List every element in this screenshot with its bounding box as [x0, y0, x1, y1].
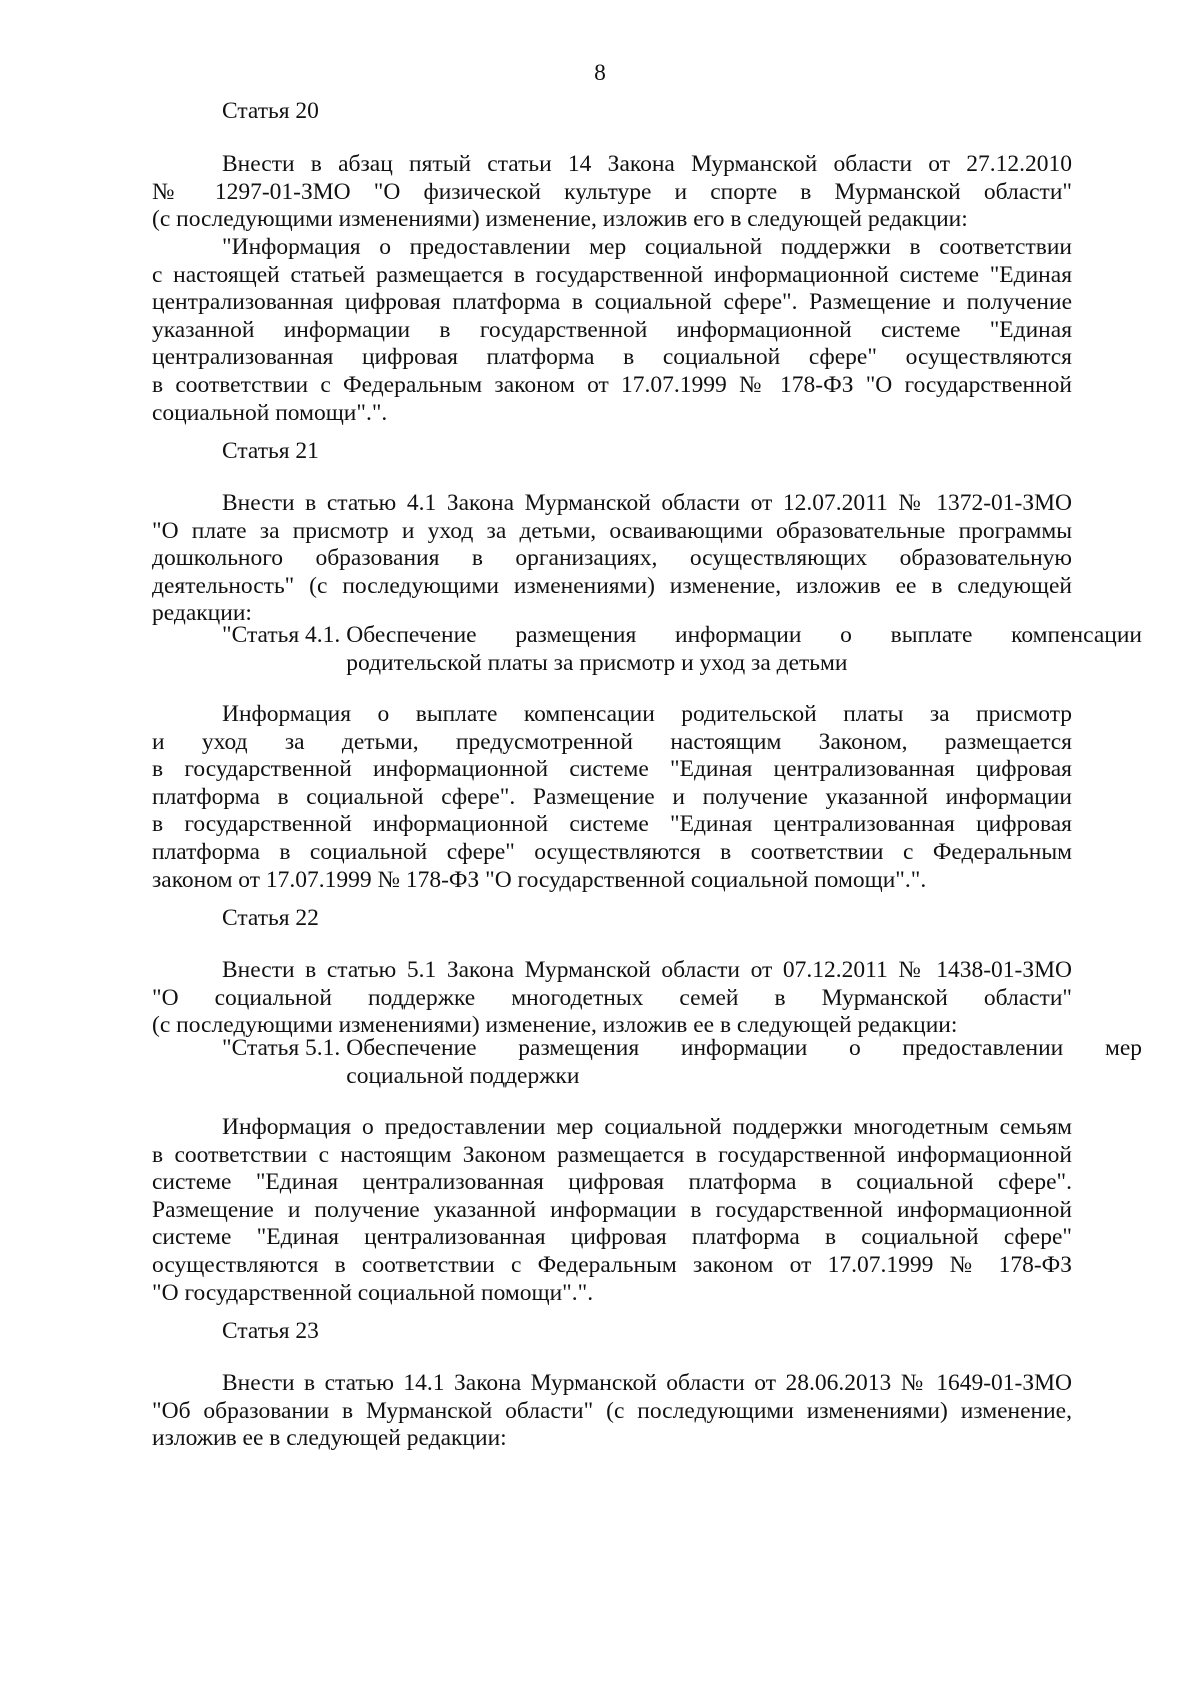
text-line: Размещение и получение указанной информации в государственной информационной — [152, 1196, 1072, 1223]
text-line: (с последующими изменениями) изменение, изложив ее в следующей редакции: — [152, 1012, 958, 1039]
text-line: Внести в статью 4.1 Закона Мурманской области от 12.07.2011 № 1372-01-ЗМО — [222, 490, 1072, 516]
text-line: социальной поддержки — [346, 1062, 580, 1089]
text-line: централизованная цифровая платформа в социальной сфере". Размещение и получение — [152, 289, 1072, 316]
article-22-paragraph-1 — [152, 957, 1072, 1040]
text-line: дошкольного образования в организациях, осуществляющих образовательную — [152, 545, 1072, 572]
text-line: системе "Единая централизованная цифровая платформа в социальной сфере". — [152, 1169, 1072, 1196]
article-22-heading: Статья 22 — [222, 905, 319, 931]
text-line: деятельность" (с последующими изменениями) изменение, изложив ее в следующей — [152, 572, 1072, 599]
text-line: законом от 17.07.1999 № 178-ФЗ "О государственной социальной помощи".". — [152, 866, 927, 893]
article-23-paragraph-1 — [152, 1370, 1072, 1453]
text-line: Внести в абзац пятый статьи 14 Закона Мурманской области от 27.12.2010 — [222, 151, 1072, 177]
text-line: социальной помощи".". — [152, 399, 388, 426]
article-21-paragraph-2 — [152, 701, 1072, 894]
text-line: изложив ее в следующей редакции: — [152, 1425, 507, 1452]
article-23-heading: Статья 23 — [222, 1318, 319, 1344]
text-line: централизованная цифровая платформа в социальной сфере" осуществляются — [152, 344, 1072, 371]
page-number: 8 — [594, 60, 606, 86]
text-line: и уход за детьми, предусмотренной настоящим Законом, размещается — [152, 728, 1072, 755]
text-line: "О социальной поддержке многодетных семей в Мурманской области" — [152, 984, 1072, 1011]
article-title-text — [346, 1035, 1142, 1090]
text-line: "О плате за присмотр и уход за детьми, осваивающими образовательные программы — [152, 517, 1072, 544]
article-20-paragraph-2 — [152, 234, 1072, 427]
article-20-paragraph-1 — [152, 151, 1072, 234]
article-title-number: "Статья 5.1. — [222, 1035, 341, 1061]
text-line: с настоящей статьей размещается в государственной информационной системе "Единая — [152, 261, 1072, 288]
text-line: в государственной информационной системе "Единая централизованная цифровая — [152, 756, 1072, 783]
text-line: Информация о предоставлении мер социальной поддержки многодетным семьям — [222, 1114, 1072, 1140]
article-20-heading: Статья 20 — [222, 98, 319, 124]
text-line: № 1297-01-ЗМО "О физической культуре и спорте в Мурманской области" — [152, 178, 1072, 205]
text-line: "О государственной социальной помощи".". — [152, 1279, 594, 1306]
text-line: указанной информации в государственной информационной системе "Единая — [152, 316, 1072, 343]
text-line: редакции: — [152, 600, 252, 627]
article-21-heading: Статья 21 — [222, 438, 319, 464]
article-4-1-title — [152, 622, 1142, 677]
text-line: Внести в статью 5.1 Закона Мурманской области от 07.12.2011 № 1438-01-ЗМО — [222, 957, 1072, 983]
article-5-1-title — [152, 1035, 1142, 1090]
text-line: (с последующими изменениями) изменение, изложив его в следующей редакции: — [152, 206, 968, 233]
text-line: родительской платы за присмотр и уход за детьми — [346, 649, 848, 676]
article-title-number: "Статья 4.1. — [222, 622, 341, 648]
text-line: "Информация о предоставлении мер социальной поддержки в соответствии — [222, 234, 1072, 260]
text-line: Обеспечение размещения информации о предоставлении мер — [346, 1035, 1142, 1061]
text-line: Информация о выплате компенсации родительской платы за присмотр — [222, 701, 1072, 727]
article-21-paragraph-1 — [152, 490, 1072, 628]
text-line: в соответствии с настоящим Законом размещается в государственной информационной — [152, 1141, 1072, 1168]
text-line: Обеспечение размещения информации о выплате компенсации — [346, 622, 1142, 648]
text-line: платформа в социальной сфере" осуществляются в соответствии с Федеральным — [152, 838, 1072, 865]
text-line: "Об образовании в Мурманской области" (с последующими изменениями) изменение, — [152, 1397, 1072, 1424]
text-line: в государственной информационной системе "Единая централизованная цифровая — [152, 811, 1072, 838]
text-line: системе "Единая централизованная цифровая платформа в социальной сфере" — [152, 1224, 1072, 1251]
text-line: Внести в статью 14.1 Закона Мурманской области от 28.06.2013 № 1649-01-ЗМО — [222, 1370, 1072, 1396]
text-line: в соответствии с Федеральным законом от 17.07.1999 № 178-ФЗ "О государственной — [152, 371, 1072, 398]
article-title-text — [346, 622, 1142, 677]
article-22-paragraph-2 — [152, 1114, 1072, 1307]
text-line: осуществляются в соответствии с Федеральным законом от 17.07.1999 № 178-ФЗ — [152, 1251, 1072, 1278]
text-line: платформа в социальной сфере". Размещение и получение указанной информации — [152, 783, 1072, 810]
